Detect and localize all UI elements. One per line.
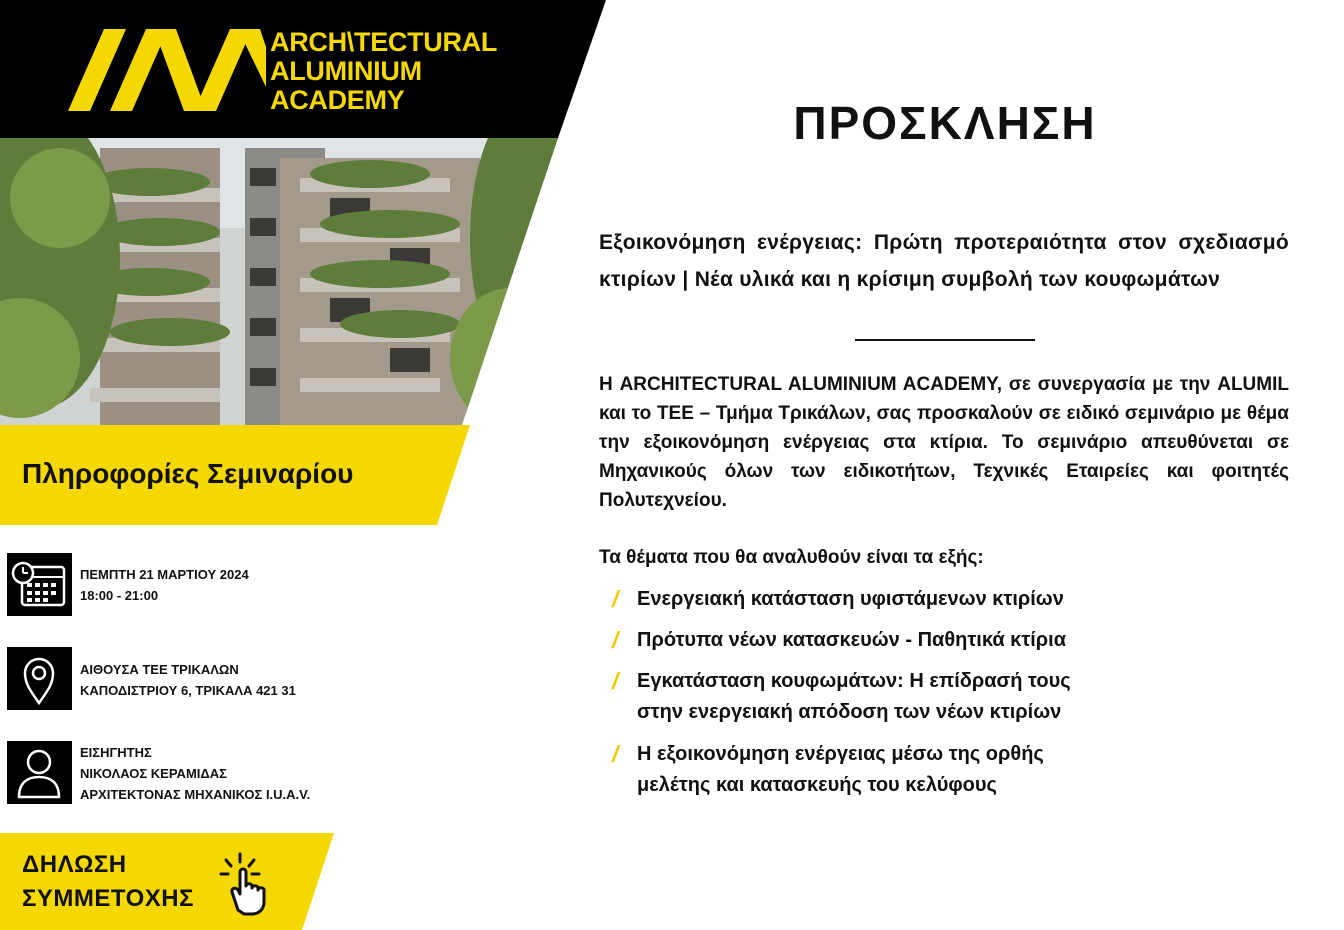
bullet-slash-icon: / (612, 741, 619, 767)
click-hand-icon[interactable] (218, 852, 280, 918)
seminar-subtitle: Εξοικονόμηση ενέργειας: Πρώτη προτεραιότητα στον σχεδιασμό κτιρίων | Νέα υλικά και η κρίσιμη συμβολή των κουφωμάτων (599, 231, 1289, 291)
registration-label[interactable] (22, 848, 194, 916)
info-title: Πληροφορίες Σεμιναρίου (22, 458, 354, 489)
event-time: 18:00 - 21:00 (80, 588, 159, 603)
topic-item (637, 739, 1237, 801)
speaker-title: ΑΡΧΙΤΕΚΤΟΝΑΣ ΜΗΧΑΝΙΚΟΣ I.U.A.V. (80, 787, 311, 802)
divider (855, 339, 1035, 341)
bullet-slash-icon: / (612, 668, 619, 694)
page-title: ΠΡΟΣΚΛΗΣΗ (793, 97, 1097, 149)
logo-line-1: ARCH\TECTURAL (270, 27, 498, 57)
person-icon (7, 741, 72, 804)
topic-line: στην ενεργειακή απόδοση των νέων κτιρίων (637, 701, 1062, 723)
topic-line: Ενεργειακή κατάσταση υφιστάμενων κτιρίων (637, 588, 1064, 610)
topic-item (637, 625, 1237, 656)
speaker-label: ΕΙΣΗΓΗΤΗΣ (80, 745, 152, 760)
intro-paragraph: Η ARCHITECTURAL ALUMINIUM ACADEMY, σε συνεργασία με την ALUMIL και το ΤΕΕ – Τμήμα Τρικάλων, σας προσκαλούν σε ειδικό σεμινάριο με θέμα την εξοικονόμηση ενέργειας στα κτίρια. Το σεμινάριο απευθύνεται σε Μηχανικούς όλων των ειδικοτήτων, Τεχνικές Εταιρείες και φοιτητές Πολυτεχνείου. (599, 374, 1289, 511)
location-info (80, 659, 296, 701)
location-pin-icon (7, 647, 72, 710)
venue-address: ΚΑΠΟΔΙΣΤΡΙΟΥ 6, ΤΡΙΚΑΛΑ 421 31 (80, 683, 296, 698)
topic-line: Εγκατάσταση κουφωμάτων: Η επίδρασή τους (637, 670, 1071, 692)
logo-mark (66, 27, 266, 113)
registration-label-line-2: ΣΥΜΜΕΤΟΧΗΣ (22, 885, 195, 912)
topic-item (637, 584, 1237, 615)
date-info (80, 564, 249, 606)
topic-line: Η εξοικονόμηση ενέργειας μέσω της ορθής (637, 743, 1044, 765)
registration-label-line-1: ΔΗΛΩΣΗ (22, 851, 127, 878)
venue-name: ΑΙΘΟΥΣΑ ΤΕΕ ΤΡΙΚΑΛΩΝ (80, 662, 239, 677)
logo-line-3: ACADEMY (270, 85, 405, 115)
speaker-name: ΝΙΚΟΛΑΟΣ ΚΕΡΑΜΙΔΑΣ (80, 766, 227, 781)
topic-item (637, 666, 1237, 728)
topic-line: μελέτης και κατασκευής του κελύφους (637, 774, 997, 796)
logo-line-2: ALUMINIUM (270, 56, 422, 86)
topic-line: Πρότυπα νέων κατασκευών - Παθητικά κτίρια (637, 629, 1067, 651)
topics-intro: Τα θέματα που θα αναλυθούν είναι τα εξής: (599, 547, 984, 568)
calendar-clock-icon (7, 553, 72, 616)
building-photo (0, 138, 590, 428)
bullet-slash-icon: / (612, 627, 619, 653)
speaker-info (80, 742, 310, 805)
event-date: ΠΕΜΠΤΗ 21 ΜΑΡΤΙΟΥ 2024 (80, 567, 249, 582)
bullet-slash-icon: / (612, 586, 619, 612)
